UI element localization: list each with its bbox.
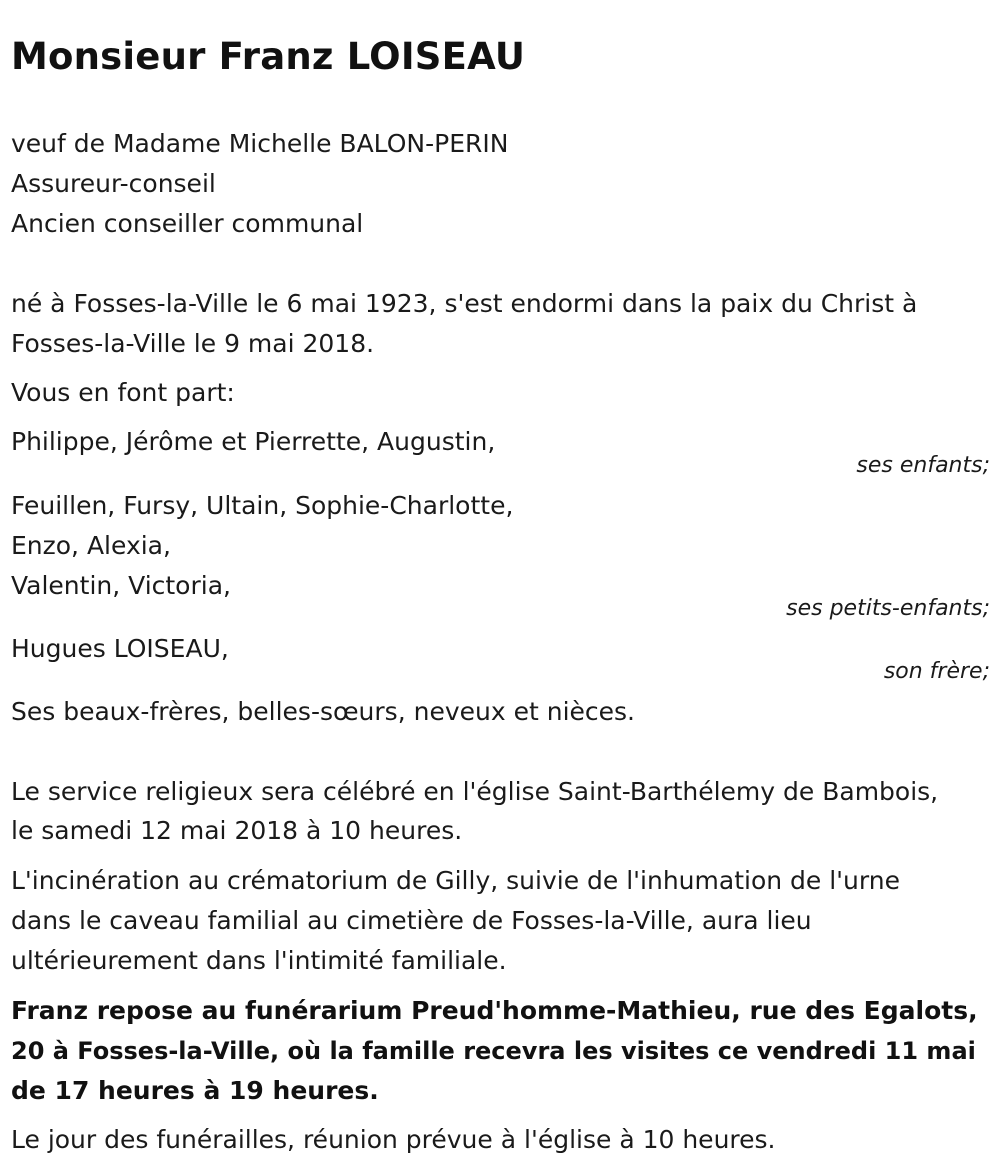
former-role-line: Ancien conseiller communal — [11, 209, 364, 238]
announcement-line: Vous en font part: — [11, 378, 235, 407]
cremation-line-3: ultérieurement dans l'intimité familiale. — [11, 946, 507, 975]
brother-relation: son frère; — [883, 659, 990, 684]
service-line-2: le samedi 12 mai 2018 à 10 heures. — [11, 816, 463, 845]
cremation-line-1: L'incinération au crématorium de Gilly, suivie de l'inhumation de l'urne — [11, 866, 900, 895]
deceased-name-title: Monsieur Franz LOISEAU — [11, 35, 526, 78]
widower-line: veuf de Madame Michelle BALON-PERIN — [11, 129, 509, 158]
cremation-line-2: dans le caveau familial au cimetière de Fosses-la-Ville, aura lieu — [11, 906, 812, 935]
visitation-line-1: Franz repose au funérarium Preud'homme-Mathieu, rue des Egalots, — [11, 996, 978, 1025]
extended-family-line: Ses beaux-frères, belles-sœurs, neveux et nièces. — [11, 697, 635, 726]
children-names: Philippe, Jérôme et Pierrette, Augustin, — [11, 427, 496, 456]
brother-name: Hugues LOISEAU, — [11, 634, 229, 663]
birth-death-line-2: Fosses-la-Ville le 9 mai 2018. — [11, 329, 375, 358]
meeting-line: Le jour des funérailles, réunion prévue à l'église à 10 heures. — [11, 1125, 776, 1154]
grandchildren-names-2: Enzo, Alexia, — [11, 531, 171, 560]
grandchildren-names-3: Valentin, Victoria, — [11, 571, 231, 600]
service-line-1: Le service religieux sera célébré en l'église Saint-Barthélemy de Bambois, — [11, 777, 939, 806]
visitation-line-3: de 17 heures à 19 heures. — [11, 1076, 379, 1105]
grandchildren-relation: ses petits-enfants; — [786, 596, 990, 621]
children-relation: ses enfants; — [856, 453, 990, 478]
visitation-line-2: 20 à Fosses-la-Ville, où la famille recevra les visites ce vendredi 11 mai — [11, 1037, 976, 1065]
profession-line: Assureur-conseil — [11, 169, 216, 198]
grandchildren-names-1: Feuillen, Fursy, Ultain, Sophie-Charlotte, — [11, 491, 514, 520]
birth-death-line-1: né à Fosses-la-Ville le 6 mai 1923, s'est endormi dans la paix du Christ à — [11, 289, 918, 318]
